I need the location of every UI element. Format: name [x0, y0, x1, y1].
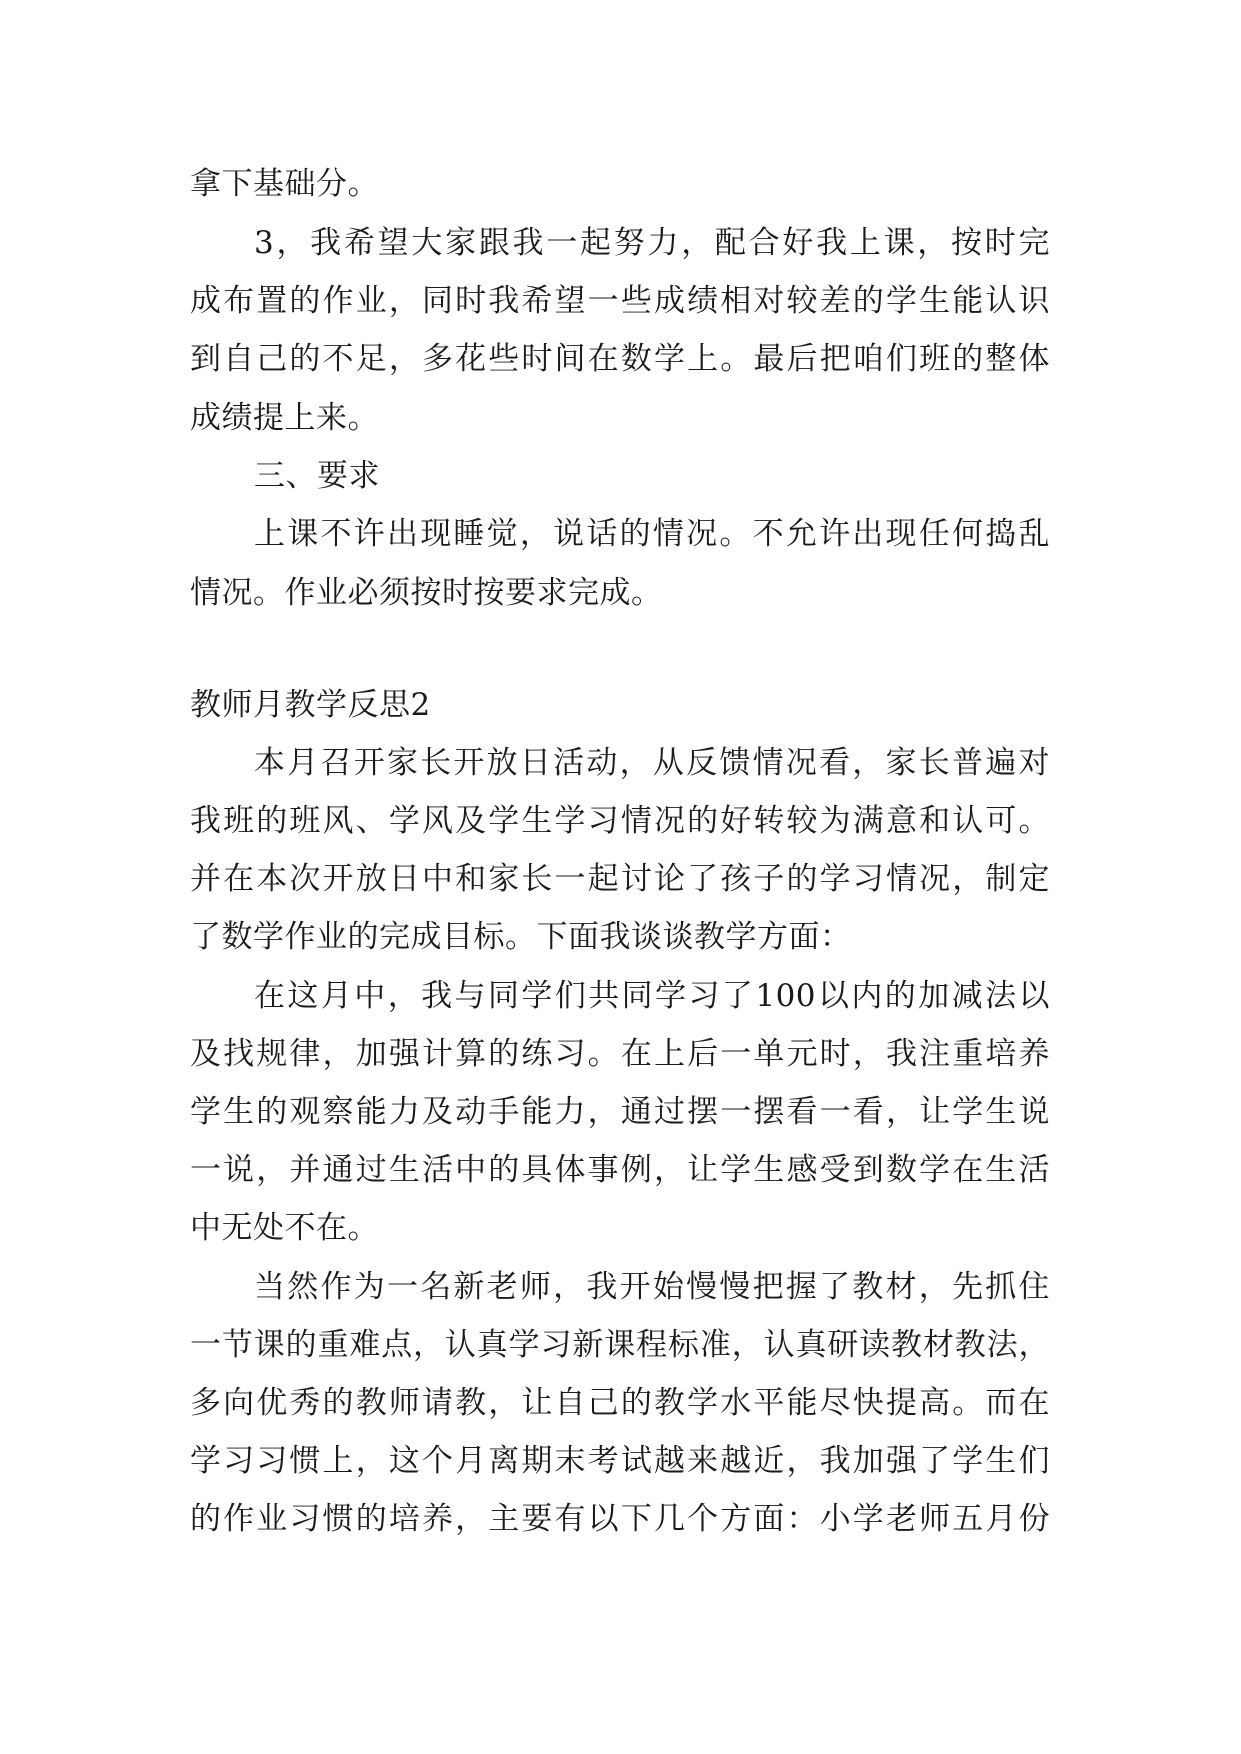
paragraph-line: 学习习惯上，这个月离期末考试越来越近，我加强了学生们 [190, 1443, 1050, 1479]
paragraph-line: 一说，并通过生活中的具体事例，让学生感受到数学在生活 [190, 1152, 1050, 1188]
article-title: 教师月教学反思2 [190, 687, 431, 723]
paragraph-line: 情况。作业必须按时按要求完成。 [190, 575, 663, 611]
paragraph-line: 学生的观察能力及动手能力，通过摆一摆看一看，让学生说 [190, 1094, 1050, 1130]
paragraph-line: 到自己的不足，多花些时间在数学上。最后把咱们班的整体 [190, 341, 1050, 377]
paragraph-line: 多向优秀的教师请教，让自己的教学水平能尽快提高。而在 [190, 1385, 1050, 1421]
paragraph-line: 在这月中，我与同学们共同学习了100以内的加减法以 [254, 978, 1050, 1014]
paragraph-line: 成绩提上来。 [190, 400, 379, 436]
paragraph-line: 当然作为一名新老师，我开始慢慢把握了教材，先抓住 [254, 1269, 1050, 1305]
paragraph-line: 的作业习惯的培养，主要有以下几个方面：小学老师五月份 [190, 1501, 1050, 1537]
paragraph-line: 成布置的作业，同时我希望一些成绩相对较差的学生能认识 [190, 283, 1050, 319]
paragraph-line: 了数学作业的完成目标。下面我谈谈教学方面： [190, 919, 852, 955]
paragraph-line: 上课不许出现睡觉，说话的情况。不允许出现任何捣乱 [254, 516, 1050, 552]
section-heading: 三、要求 [254, 458, 380, 494]
paragraph-line: 并在本次开放日中和家长一起讨论了孩子的学习情况，制定 [190, 861, 1050, 897]
paragraph-line: 本月召开家长开放日活动，从反馈情况看，家长普遍对 [254, 745, 1050, 781]
paragraph-line: 一节课的重难点，认真学习新课程标准，认真研读教材教法， [190, 1327, 1050, 1363]
paragraph-line: 中无处不在。 [190, 1210, 379, 1246]
paragraph-line: 拿下基础分。 [190, 166, 379, 202]
paragraph-line: 及找规律，加强计算的练习。在上后一单元时，我注重培养 [190, 1036, 1050, 1072]
paragraph-line: 3，我希望大家跟我一起努力，配合好我上课，按时完 [254, 225, 1050, 261]
paragraph-line: 我班的班风、学风及学生学习情况的好转较为满意和认可。 [190, 803, 1050, 839]
